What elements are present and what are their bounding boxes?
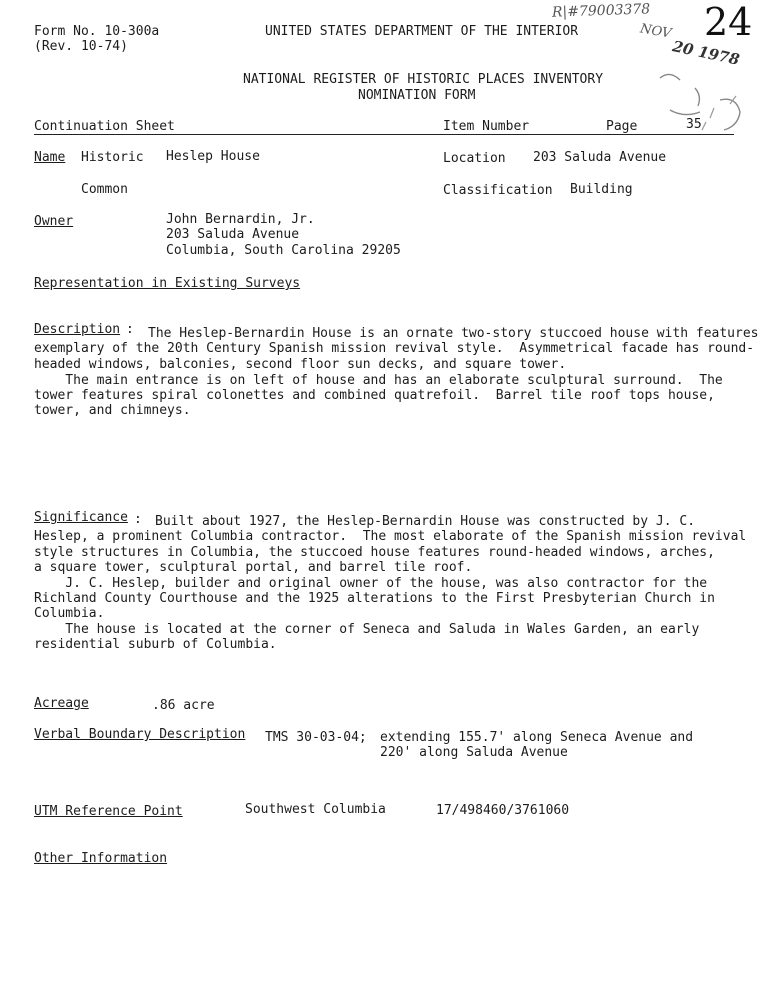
header-rule xyxy=(34,134,734,135)
description-line: tower features spiral colonettes and combined quatrefoil. Barrel tile roof tops house, xyxy=(34,388,715,403)
description-line: headed windows, balconies, second floor sun decks, and square tower. xyxy=(34,357,567,372)
form-number: Form No. 10-300a xyxy=(34,24,160,39)
boundary-label: Verbal Boundary Description xyxy=(34,727,246,742)
page-value: 35 xyxy=(686,117,702,132)
classification-label: Classification xyxy=(443,183,553,198)
item-number-label: Item Number xyxy=(443,119,530,134)
acreage-label: Acreage xyxy=(34,696,89,711)
handwritten-reference: R|#79003378 xyxy=(551,1,651,21)
owner-name: John Bernardin, Jr. xyxy=(166,212,315,227)
significance-colon: : xyxy=(134,512,142,527)
handwritten-date: 20 1978 xyxy=(670,37,742,69)
description-line: exemplary of the 20th Century Spanish mission revival style. Asymmetrical facade has round- xyxy=(34,341,755,356)
owner-label: Owner xyxy=(34,214,74,229)
significance-line: style structures in Columbia, the stuccoed house features round-headed windows, arches, xyxy=(34,545,715,560)
register-title: NATIONAL REGISTER OF HISTORIC PLACES INVENTORY xyxy=(243,72,604,87)
name-label: Name xyxy=(34,150,66,165)
acreage-value: .86 acre xyxy=(152,698,215,713)
utm-label: UTM Reference Point xyxy=(34,804,183,819)
owner-city: Columbia, South Carolina 29205 xyxy=(166,243,401,258)
significance-line: residential suburb of Columbia. xyxy=(34,637,277,652)
significance-label: Significance xyxy=(34,510,128,525)
description-colon: : xyxy=(126,322,134,337)
common-label: Common xyxy=(81,182,128,197)
historic-name: Heslep House xyxy=(166,149,260,164)
significance-line: The house is located at the corner of Seneca and Saluda in Wales Garden, an early xyxy=(34,622,700,637)
significance-line: Heslep, a prominent Columbia contractor. The most elaborate of the Spanish mission revival xyxy=(34,529,747,544)
description-line: tower, and chimneys. xyxy=(34,403,191,418)
continuation-sheet-label: Continuation Sheet xyxy=(34,119,175,134)
other-information-label: Other Information xyxy=(34,851,168,866)
form-revision: (Rev. 10-74) xyxy=(34,39,128,54)
boundary-line: extending 155.7' along Seneca Avenue and xyxy=(380,730,694,745)
historic-label: Historic xyxy=(81,150,144,165)
significance-line: Columbia. xyxy=(34,606,105,621)
boundary-line: 220' along Saluda Avenue xyxy=(380,745,568,760)
significance-line: a square tower, sculptural portal, and barrel tile roof. xyxy=(34,560,473,575)
location-value: 203 Saluda Avenue xyxy=(533,150,667,165)
description-line: The main entrance is on left of house and has an elaborate sculptural surround. The xyxy=(34,373,723,388)
surveys-label: Representation in Existing Surveys xyxy=(34,276,301,291)
department-heading: UNITED STATES DEPARTMENT OF THE INTERIOR xyxy=(265,24,579,39)
location-label: Location xyxy=(443,151,506,166)
utm-quad: Southwest Columbia xyxy=(245,802,386,817)
significance-line: Built about 1927, the Heslep-Bernardin House was constructed by J. C. xyxy=(155,514,696,529)
description-line: The Heslep-Bernardin House is an ornate two-story stuccoed house with features xyxy=(148,326,759,341)
significance-line: Richland County Courthouse and the 1925 alterations to the First Presbyterian Church in xyxy=(34,591,715,606)
boundary-tms: TMS 30-03-04; xyxy=(265,730,367,745)
owner-street: 203 Saluda Avenue xyxy=(166,227,300,242)
significance-line: J. C. Heslep, builder and original owner of the house, was also contractor for the xyxy=(34,576,708,591)
utm-value: 17/498460/3761060 xyxy=(436,803,570,818)
form-title: NOMINATION FORM xyxy=(358,88,476,103)
handwritten-month: NOV xyxy=(638,21,673,42)
description-label: Description xyxy=(34,322,121,337)
page-number-large: 24 xyxy=(704,0,753,44)
page-label: Page xyxy=(606,119,638,134)
classification-value: Building xyxy=(570,182,633,197)
